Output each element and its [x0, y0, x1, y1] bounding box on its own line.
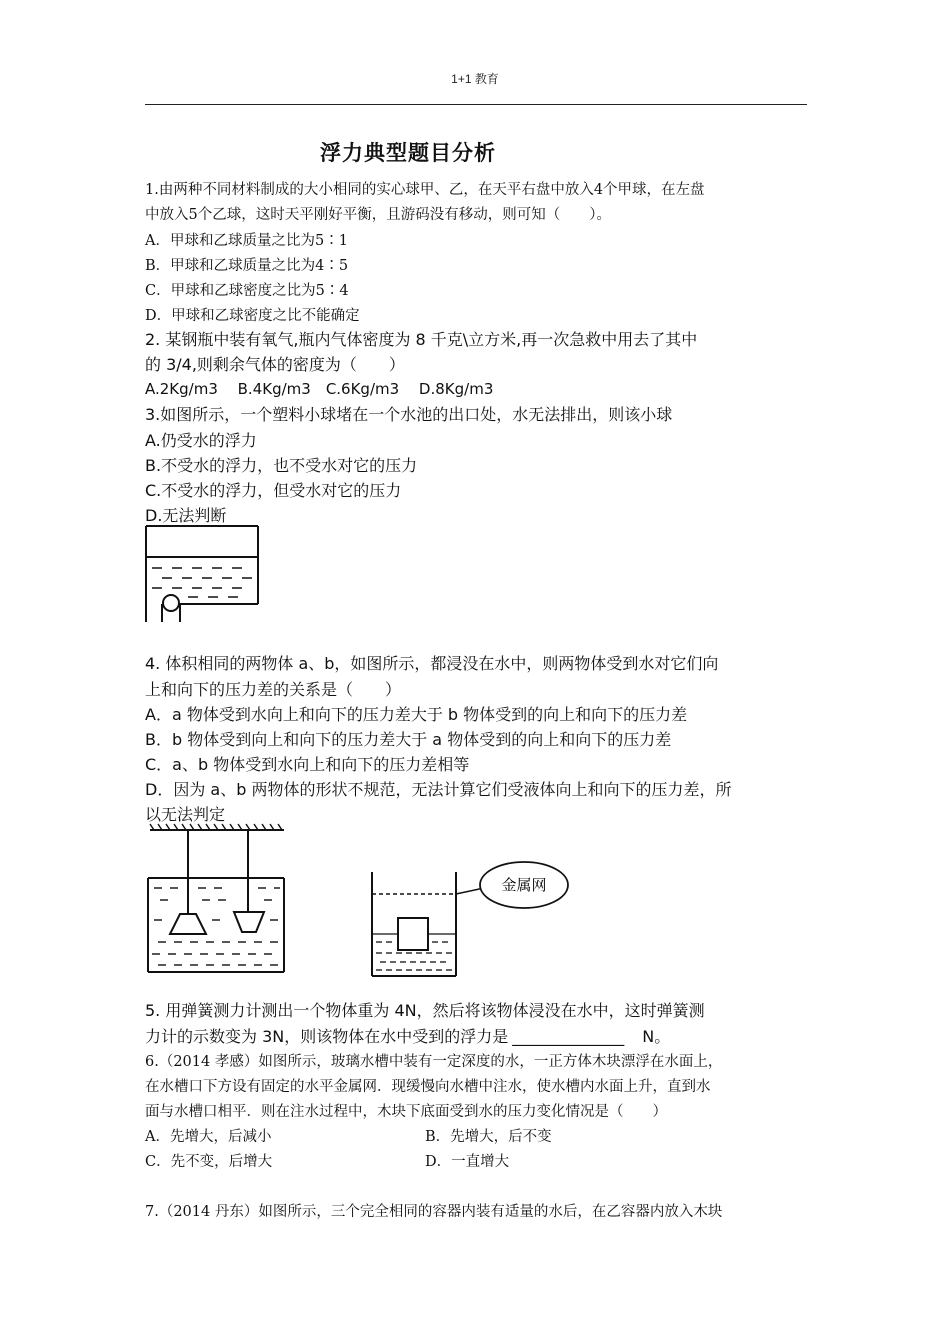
- q3-option-d: D.无法判断: [145, 506, 227, 525]
- q5-stem-line1: 5. 用弹簧测力计测出一个物体重为 4N，然后将该物体浸没在水中，这时弹簧测: [145, 1001, 705, 1020]
- q4-option-a: A．a 物体受到水向上和向下的压力差大于 b 物体受到的向上和向下的压力差: [145, 705, 688, 724]
- q6-tank-net-figure: [362, 858, 592, 983]
- q2-options: A.2Kg/m3 B.4Kg/m3 C.6Kg/m3 D.8Kg/m3: [145, 380, 494, 398]
- q2-stem-line1: 2. 某钢瓶中装有氧气,瓶内气体密度为 8 千克\立方米,再一次急救中用去了其中: [145, 330, 698, 349]
- q5-unit: N。: [642, 1027, 671, 1046]
- q5-stem-text: 力计的示数变为 3N，则该物体在水中受到的浮力是: [145, 1027, 509, 1046]
- q1-stem-line1: 1.由两种不同材料制成的大小相同的实心球甲、乙，在天平右盘中放入4个甲球，在左盘: [145, 182, 705, 198]
- q3-option-c: C.不受水的浮力，但受水对它的压力: [145, 481, 402, 500]
- header-divider: [145, 104, 807, 105]
- q7-stem-line1: 7.（2014 丹东）如图所示，三个完全相同的容器内装有适量的水后，在乙容器内放入木块: [145, 1204, 723, 1220]
- q6-stem-line1: 6.（2014 孝感）如图所示，玻璃水槽中装有一定深度的水，一正方体木块漂浮在水面上，: [145, 1054, 723, 1070]
- q6-option-b: B．先增大，后不变: [425, 1129, 552, 1145]
- q6-option-a: A．先增大，后减小: [145, 1129, 272, 1145]
- q5-stem-line2: [145, 1024, 670, 1047]
- q3-option-a: A.仍受水的浮力: [145, 431, 257, 450]
- q4-option-d-line2: 以无法判定: [145, 805, 226, 824]
- q5-answer-blank: ______________: [512, 1027, 625, 1046]
- q2-stem-line2: 的 3/4,则剩余气体的密度为（ ）: [145, 355, 405, 374]
- q1-option-d: D．甲球和乙球密度之比不能确定: [145, 308, 360, 324]
- object-a: [170, 914, 206, 934]
- q1-option-c: C．甲球和乙球密度之比为5∶4: [145, 283, 349, 299]
- q4-option-d-line1: D．因为 a、b 两物体的形状不规范，无法计算它们受液体向上和向下的压力差，所: [145, 780, 732, 799]
- q6-stem-line2: 在水槽口下方设有固定的水平金属网．现缓慢向水槽中注水，使水槽内水面上升，直到水: [145, 1079, 711, 1095]
- q1-option-b: B．甲球和乙球质量之比为4∶5: [145, 258, 349, 274]
- page-title: 浮力典型题目分析: [320, 141, 496, 165]
- callout-label: 金属网: [501, 876, 547, 894]
- q6-option-c: C．先不变，后增大: [145, 1154, 273, 1170]
- q4-stem-line1: 4. 体积相同的两物体 a、b，如图所示，都浸没在水中，则两物体受到水对它们向: [145, 654, 719, 673]
- q6-stem-line3: 面与水槽口相平．则在注水过程中，木块下底面受到水的压力变化情况是（ ）: [145, 1104, 667, 1120]
- q4-option-c: C．a、b 物体受到水向上和向下的压力差相等: [145, 755, 470, 774]
- q6-option-d: D．一直增大: [425, 1154, 510, 1170]
- plastic-ball: [163, 595, 179, 611]
- q4-stem-line2: 上和向下的压力差的关系是（ ）: [145, 680, 402, 699]
- wood-block: [398, 918, 428, 950]
- q4-suspended-objects-figure: [140, 822, 290, 980]
- q1-option-a: A．甲球和乙球质量之比为5∶1: [145, 233, 348, 249]
- object-b: [234, 912, 264, 932]
- q3-tank-figure: [140, 522, 265, 627]
- header-org: 1+1 教育: [451, 72, 499, 86]
- q3-stem: 3.如图所示，一个塑料小球堵在一个水池的出口处，水无法排出，则该小球: [145, 405, 673, 424]
- q1-stem-line2: 中放入5个乙球，这时天平刚好平衡，且游码没有移动，则可知（ ）。: [145, 207, 611, 223]
- q4-option-b: B．b 物体受到向上和向下的压力差大于 a 物体受到的向上和向下的压力差: [145, 730, 672, 749]
- q3-option-b: B.不受水的浮力，也不受水对它的压力: [145, 456, 418, 475]
